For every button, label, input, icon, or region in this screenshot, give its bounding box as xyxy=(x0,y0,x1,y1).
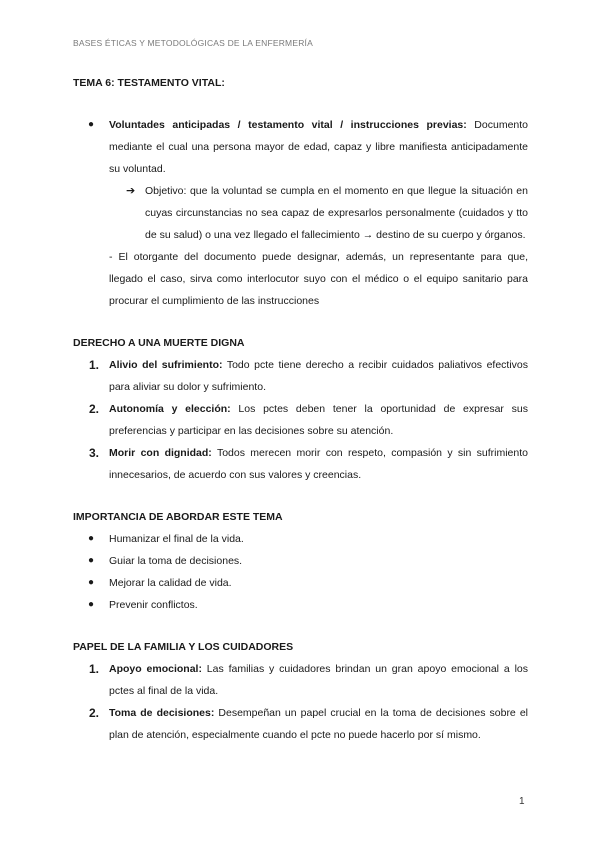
item-text: Los pctes deben tener la oportunidad de expresar sus preferencias y participar en las decisiones sobre su atención. xyxy=(109,403,528,437)
item-number: 1. xyxy=(89,662,100,676)
numbered-item xyxy=(73,442,528,486)
item-term: Alivio del sufrimiento: xyxy=(109,359,223,371)
running-header: BASES ÉTICAS Y METODOLÓGICAS DE LA ENFERMERÍA xyxy=(73,38,313,48)
bullet-icon: ● xyxy=(88,555,95,566)
bullet-icon: ● xyxy=(88,533,95,544)
bullet-icon: ● xyxy=(88,599,95,610)
section-title-muerte-digna: DERECHO A UNA MUERTE DIGNA xyxy=(73,337,245,349)
list-item xyxy=(73,572,528,594)
numbered-item xyxy=(73,658,528,702)
item-number: 2. xyxy=(89,706,100,720)
section-title-familia-cuidadores: PAPEL DE LA FAMILIA Y LOS CUIDADORES xyxy=(73,641,294,653)
bullet-item-definicion xyxy=(73,114,528,180)
item-text: Todo pcte tiene derecho a recibir cuidados paliativos efectivos para aliviar su dolor y sufrimiento. xyxy=(109,359,529,393)
item-term: Apoyo emocional: xyxy=(109,663,202,675)
arrow-right-icon: ➔ xyxy=(126,185,136,197)
numbered-item xyxy=(73,398,528,442)
numbered-item xyxy=(73,354,528,398)
item-term: Autonomía y elección: xyxy=(109,403,231,415)
item-number: 1. xyxy=(89,358,100,372)
item-term: Morir con dignidad: xyxy=(109,447,212,459)
list-item xyxy=(73,550,528,572)
page-content xyxy=(73,72,528,746)
list-item-text: Humanizar el final de la vida. xyxy=(109,533,244,545)
bullet-term: Voluntades anticipadas / testamento vital / instrucciones previas: xyxy=(109,119,467,131)
list-item xyxy=(73,594,528,616)
arrow-item-text: Objetivo: que la voluntad se cumpla en el momento en que llegue la situación en cuyas circunstancias no sea capaz de expresarlos personalmente (cuidados y tto de su salud) o una vez llegado el fallecimiento → destino de su cuerpo y órganos. xyxy=(145,185,528,241)
item-number: 2. xyxy=(89,402,100,416)
item-number: 3. xyxy=(89,446,100,460)
item-text: Las familias y cuidadores brindan un gran apoyo emocional a los pctes al final de la vida. xyxy=(109,663,528,697)
list-item-text: Mejorar la calidad de vida. xyxy=(109,577,232,589)
arrow-item-objetivo xyxy=(73,180,528,246)
item-term: Toma de decisiones: xyxy=(109,707,215,719)
bullet-text: Documento mediante el cual una persona mayor de edad, capaz y libre manifiesta anticipadamente su voluntad. xyxy=(109,119,528,175)
section-title-testamento-vital: TEMA 6: TESTAMENTO VITAL: xyxy=(73,77,225,89)
item-text: Desempeñan un papel crucial en la toma de decisiones sobre el plan de atención, especialmente cuando el pcte no puede hacerlo por sí mismo. xyxy=(109,707,528,741)
list-item-text: Prevenir conflictos. xyxy=(109,599,198,611)
section-title-importancia: IMPORTANCIA DE ABORDAR ESTE TEMA xyxy=(73,511,283,523)
page-number: 1 xyxy=(519,796,525,807)
list-item-text: Guiar la toma de decisiones. xyxy=(109,555,243,567)
bullet-icon: ● xyxy=(88,119,95,130)
numbered-item xyxy=(73,702,528,746)
item-text: Todos merecen morir con respeto, compasión y sin sufrimiento innecesarios, de acuerdo con sus valores y creencias. xyxy=(109,447,528,481)
list-item xyxy=(73,528,528,550)
dash-paragraph-otorgante: - El otorgante del documento puede designar, además, un representante para que, llegado el caso, sirva como interlocutor suyo con el médico o el equipo sanitario para procurar el cumplimiento de las instrucciones xyxy=(109,251,528,307)
bullet-icon: ● xyxy=(88,577,95,588)
